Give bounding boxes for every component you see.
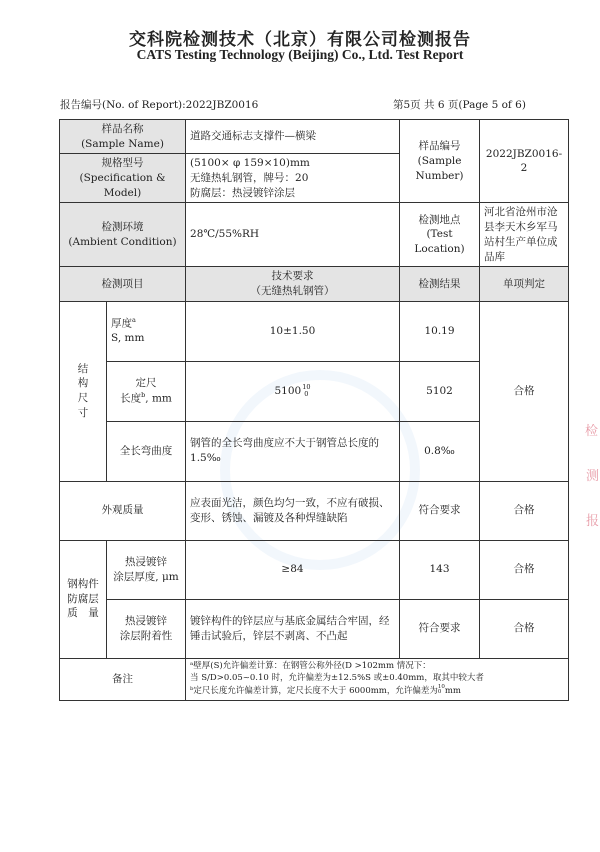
thickness-requirement: 10±1.50 — [186, 301, 400, 361]
spec-label: 规格型号 (Specification & Model) — [60, 154, 186, 203]
row-zinc-adhesion — [60, 599, 569, 658]
col-requirement: 技术要求 （无缝热轧钢管） — [186, 267, 400, 301]
bend-requirement: 钢管的全长弯曲度应不大于钢管总长度的1.5‰ — [186, 421, 400, 481]
row-remarks — [60, 658, 569, 700]
zinc-thickness-verdict: 合格 — [480, 540, 569, 599]
seal-stamp-edge: 检 测 报 — [585, 424, 600, 529]
env-label: 检测环境 (Ambient Condition) — [60, 203, 186, 267]
test-report-table — [59, 119, 569, 701]
bend-label: 全长弯曲度 — [107, 421, 186, 481]
zinc-adhesion-label: 热浸镀锌 涂层附着性 — [107, 599, 186, 658]
length-requirement: 5100 10 0 — [186, 361, 400, 421]
report-number: 报告编号(No. of Report):2022JBZ0016 — [60, 99, 259, 111]
col-result: 检测结果 — [400, 267, 480, 301]
bend-result: 0.8‰ — [400, 421, 480, 481]
sample-number-value: 2022JBZ0016-2 — [480, 120, 569, 203]
group-structure: 结 构 尺 寸 — [60, 301, 107, 481]
info-row-sample-name — [60, 120, 569, 154]
thickness-result: 10.19 — [400, 301, 480, 361]
report-title-en: CATS Testing Technology (Beijing) Co., Ltd. Test Report — [136, 47, 464, 62]
zinc-thickness-label: 热浸镀锌 涂层厚度, μm — [107, 540, 186, 599]
sample-number-label: 样品编号 (Sample Number) — [400, 120, 480, 203]
remarks-content: ᵃ壁厚(S)允许偏差计算：在钢管公称外径(D >102mm 情况下： 当 S/D>0.05~0.10 时，允许偏差为±12.5%S 或±0.40mm，取其中较大者 ᵇ定尺长度允许偏差计算，定尺长度不大于 6000mm，允许偏差为 10 0 mm — [186, 658, 569, 700]
appearance-result: 符合要求 — [400, 481, 480, 540]
info-row-env — [60, 203, 569, 267]
column-header-row — [60, 267, 569, 301]
row-zinc-thickness — [60, 540, 569, 599]
page-number: 第5页 共 6 页(Page 5 of 6) — [393, 99, 526, 111]
zinc-adhesion-result: 符合要求 — [400, 599, 480, 658]
structure-verdict: 合格 — [480, 301, 569, 481]
location-value: 河北省沧州市沧县李天木乡军马站村生产单位成品库 — [480, 203, 569, 267]
sample-name-value: 道路交通标志支撑件—横梁 — [186, 120, 400, 154]
sample-name-label: 样品名称 (Sample Name) — [60, 120, 186, 154]
length-label: 定尺 长度$^b$, mm — [107, 361, 186, 421]
col-verdict: 单项判定 — [480, 267, 569, 301]
appearance-label: 外观质量 — [60, 481, 186, 540]
zinc-thickness-requirement: ≥84 — [186, 540, 400, 599]
thickness-label: 厚度$^a$ S, mm — [107, 301, 186, 361]
zinc-adhesion-verdict: 合格 — [480, 599, 569, 658]
row-appearance — [60, 481, 569, 540]
zinc-adhesion-requirement: 镀锌构件的锌层应与基底金属结合牢固，经锤击试验后，锌层不剥离、不凸起 — [186, 599, 400, 658]
appearance-requirement: 应表面光洁，颜色均匀一致，不应有破损、变形、锈蚀、漏镀及各种焊缝缺陷 — [186, 481, 400, 540]
length-result: 5102 — [400, 361, 480, 421]
zinc-thickness-result: 143 — [400, 540, 480, 599]
row-thickness — [60, 301, 569, 361]
report-title-cn: 交科院检测技术（北京）有限公司检测报告 — [129, 30, 471, 50]
env-value: 28℃/55%RH — [186, 203, 400, 267]
remarks-label: 备注 — [60, 658, 186, 700]
col-item: 检测项目 — [60, 267, 186, 301]
spec-value: (5100× φ 159×10)mm 无缝热轧钢管，牌号：20 防腐层：热浸镀锌涂层 — [186, 154, 400, 203]
appearance-verdict: 合格 — [480, 481, 569, 540]
group-coating: 钢构件 防腐层 质 量 — [60, 540, 107, 658]
location-label: 检测地点 (Test Location) — [400, 203, 480, 267]
